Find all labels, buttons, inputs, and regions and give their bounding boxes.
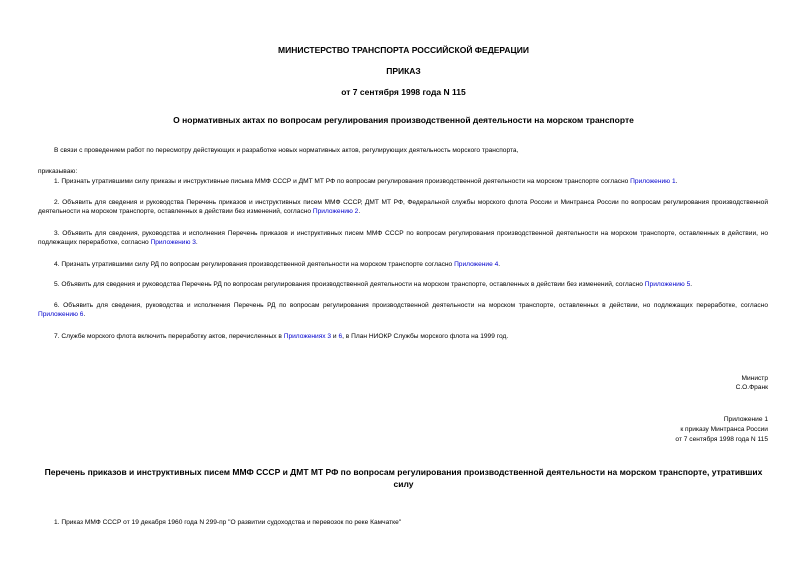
item-text: 6. Объявить для сведения, руководства и исполнения Перечень РД по вопросам регулирования производственной деятельности на морском транспорте, оставленных в действии, но подлежащих переработке, согласно <box>54 302 768 309</box>
item-tail: . <box>83 311 86 318</box>
item-tail: . <box>358 208 361 215</box>
item-tail: , в План НИОКР Службы морского флота на 1999 год. <box>342 333 509 340</box>
appendix-item-1: 1. Приказ ММФ СССР от 19 декабря 1960 года N 299-пр "О развитии судоходства и перевозок по реке Камчатке" <box>54 519 402 526</box>
appendix-6-link[interactable]: Приложению 6 <box>38 311 84 318</box>
item-text: 3. Объявить для сведения, руководства и исполнения Перечень приказов и инструктивных писем ММФ СССР по вопросам регулирования производственной деятельности на морском транспорте, оставленных в действии, но подлежащих переработке, согласно <box>38 230 768 246</box>
item-text: 1. Признать утратившими силу приказы и инструктивные письма ММФ СССР и ДМТ МТ РФ по вопросам регулирования производственной деятельности на морском транспорте согласно <box>54 178 631 185</box>
appendix-5-link[interactable]: Приложению 5 <box>644 281 691 288</box>
document-type: ПРИКАЗ <box>386 66 421 76</box>
item-text: 2. Объявить для сведения и руководства Перечень приказов и инструктивных писем ММФ СССР, ДМТ МТ РФ, Федеральной службы морского флота России и Минтранса России по вопросам регулирования производственной деятельности на морском транспорте, оставленных в действии без изменений, согласно <box>38 199 768 215</box>
item-tail: . <box>675 178 678 185</box>
order-item-2 <box>38 198 768 216</box>
order-item-7 <box>38 332 768 341</box>
appendix-ref-line3: от 7 сентября 1998 года N 115 <box>675 436 768 443</box>
appendix-1-link[interactable]: Приложению 1 <box>630 178 676 185</box>
order-item-4 <box>38 260 768 269</box>
appendix-3-link[interactable]: Приложениях 3 <box>283 333 332 340</box>
ministry-heading: МИНИСТЕРСТВО ТРАНСПОРТА РОССИЙСКОЙ ФЕДЕРАЦИИ <box>278 45 529 55</box>
order-title: О нормативных актах по вопросам регулирования производственной деятельности на морском транспорте <box>173 115 634 125</box>
item-tail: . <box>195 239 198 246</box>
appendix-title: Перечень приказов и инструктивных писем ММФ СССР и ДМТ МТ РФ по вопросам регулирования производственной деятельности на морском транспорте, утративших силу <box>44 467 763 489</box>
signature-position: Министр <box>741 375 768 382</box>
appendix-6-link[interactable]: 6 <box>338 333 343 340</box>
order-word: приказываю: <box>38 168 78 175</box>
intro-paragraph: В связи с проведением работ по пересмотру действующих и разработке новых нормативных актов, регулирующих деятельность морского транспорта, <box>54 147 519 154</box>
appendix-2-link[interactable]: Приложению 2 <box>312 208 359 215</box>
item-tail: . <box>498 261 501 268</box>
item-text: 7. Службе морского флота включить переработку актов, перечисленных в <box>54 333 284 340</box>
item-tail: . <box>690 281 693 288</box>
item-text: 5. Объявить для сведения и руководства Перечень РД по вопросам регулирования производственной деятельности на морском транспорте, оставленных в действии без изменений, согласно <box>54 281 645 288</box>
signature-name: С.О.Франк <box>735 384 768 391</box>
appendix-ref-line1: Приложение 1 <box>723 416 768 423</box>
appendix-4-link[interactable]: Приложение 4 <box>454 261 499 268</box>
item-text: 4. Признать утратившими силу РД по вопросам регулирования производственной деятельности на морском транспорте согласно <box>54 261 455 268</box>
order-item-1 <box>38 177 768 186</box>
order-item-3 <box>38 229 768 247</box>
item-mid: и <box>331 333 339 340</box>
appendix-3-link[interactable]: Приложению 3 <box>150 239 196 246</box>
order-item-5 <box>38 280 768 289</box>
order-item-6 <box>38 301 768 319</box>
order-date: от 7 сентября 1998 года N 115 <box>341 87 466 97</box>
appendix-ref-line2: к приказу Минтранса России <box>680 426 768 433</box>
